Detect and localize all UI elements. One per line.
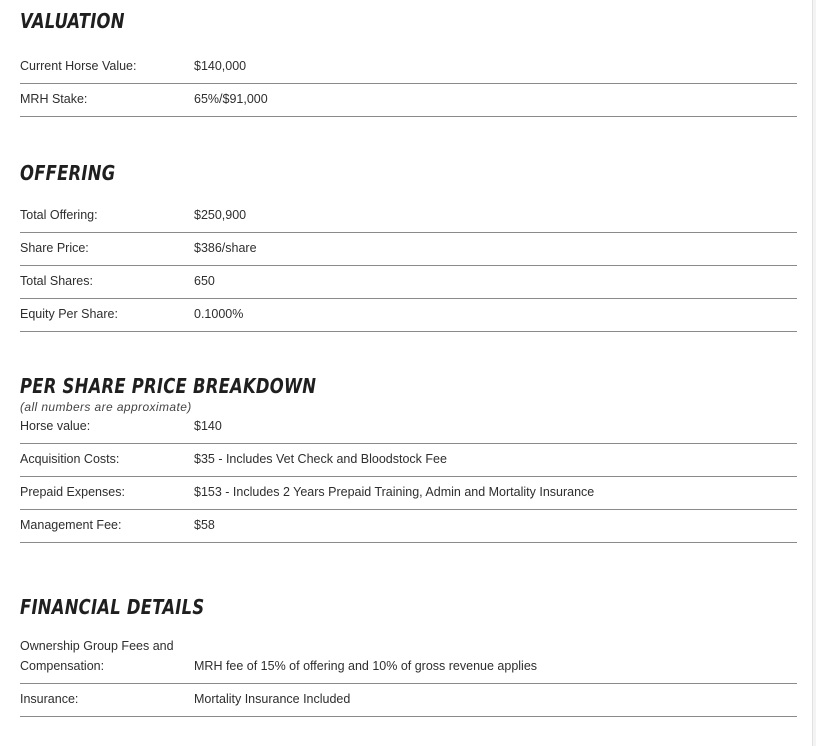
row-value: $35 - Includes Vet Check and Bloodstock Fee: [194, 452, 447, 466]
financial-section: [20, 595, 797, 717]
table-row: [20, 266, 797, 299]
row-label: Equity Per Share:: [20, 307, 118, 321]
row-label: Horse value:: [20, 419, 91, 433]
offering-table: [20, 200, 797, 332]
breakdown-table: [20, 415, 797, 543]
financial-table: [20, 636, 797, 717]
row-label: MRH Stake:: [20, 92, 88, 106]
table-row: [20, 477, 797, 510]
table-row: [20, 684, 797, 717]
row-label: Prepaid Expenses:: [20, 485, 125, 499]
row-value: $140,000: [194, 59, 247, 73]
row-value: MRH fee of 15% of offering and 10% of gross revenue applies: [194, 659, 538, 673]
breakdown-note: (all numbers are approximate): [20, 400, 192, 414]
row-value: 0.1000%: [194, 307, 244, 321]
table-row: [20, 510, 797, 543]
row-value: 65%/$91,000: [194, 92, 268, 106]
valuation-title: VALUATION: [20, 9, 125, 33]
financial-title: FINANCIAL DETAILS: [20, 595, 205, 619]
row-label: Share Price:: [20, 241, 89, 255]
table-row: [20, 84, 797, 117]
row-value: Mortality Insurance Included: [194, 692, 351, 706]
row-value: $153 - Includes 2 Years Prepaid Training, Admin and Mortality Insurance: [194, 485, 595, 499]
table-row: [20, 200, 797, 233]
table-row: [20, 636, 797, 684]
breakdown-section: [20, 374, 797, 543]
row-label: Total Offering:: [20, 208, 98, 222]
row-value: 650: [194, 274, 215, 288]
row-value: $140: [194, 419, 222, 433]
valuation-section: [20, 9, 797, 117]
table-row: [20, 415, 797, 444]
row-label: Ownership Group Fees and Compensation:: [20, 639, 174, 673]
table-row: [20, 233, 797, 266]
row-value: $250,900: [194, 208, 247, 222]
table-row: [20, 50, 797, 84]
row-label: Total Shares:: [20, 274, 93, 288]
row-value: $58: [194, 518, 215, 532]
row-label: Acquisition Costs:: [20, 452, 120, 466]
breakdown-title: PER SHARE PRICE BREAKDOWN: [20, 374, 317, 398]
offering-title: OFFERING: [20, 161, 116, 185]
row-label: Management Fee:: [20, 518, 122, 532]
row-label: Current Horse Value:: [20, 59, 137, 73]
row-label: Insurance:: [20, 692, 79, 706]
table-row: [20, 444, 797, 477]
table-row: [20, 299, 797, 332]
row-value: $386/share: [194, 241, 257, 255]
valuation-table: [20, 50, 797, 117]
offering-section: [20, 161, 797, 332]
